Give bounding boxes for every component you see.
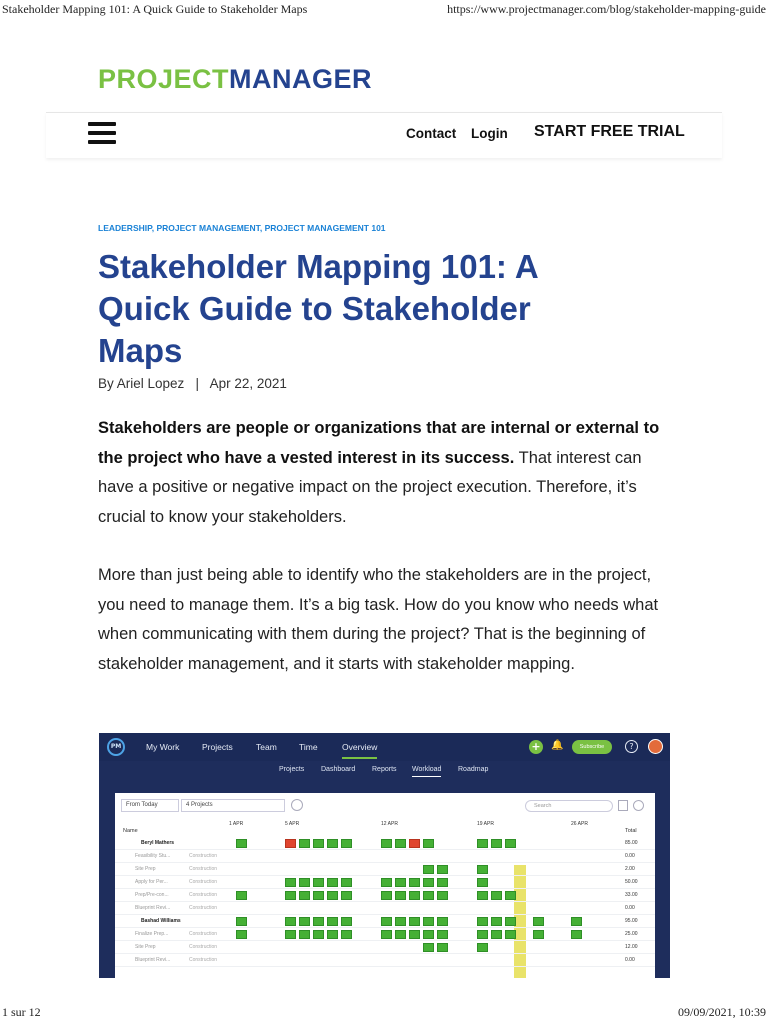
workload-cell <box>505 930 516 939</box>
workload-cell <box>395 930 406 939</box>
row-type: Construction <box>189 866 218 872</box>
workload-cell <box>437 865 448 874</box>
row-type: Construction <box>189 931 218 937</box>
from-today-select: From Today <box>121 799 179 812</box>
row-name: Bashad Williams <box>141 918 181 924</box>
app-search-field: Search <box>525 800 613 812</box>
row-total: 2.00 <box>625 866 635 872</box>
workload-cell <box>437 943 448 952</box>
start-free-trial-button[interactable]: START FREE TRIAL <box>528 119 691 147</box>
workload-cell <box>327 891 338 900</box>
export-icon <box>618 800 628 811</box>
workload-cell <box>423 878 434 887</box>
table-row <box>115 876 655 889</box>
week-label: 1 APR <box>229 821 244 827</box>
table-row <box>115 837 655 850</box>
row-type: Construction <box>189 944 218 950</box>
table-row <box>115 941 655 954</box>
row-type: Construction <box>189 957 218 963</box>
row-name: Apply for Per... <box>135 879 168 885</box>
workload-cell <box>477 839 488 848</box>
category-link-project-management[interactable]: PROJECT MANAGEMENT <box>156 223 260 233</box>
row-name: Blueprint Revi... <box>135 905 171 911</box>
workload-cell <box>423 930 434 939</box>
week-label: 19 APR <box>477 821 494 827</box>
row-total: 33.00 <box>625 892 638 898</box>
login-link[interactable]: Login <box>471 126 508 141</box>
logo-part-project: PROJECT <box>98 64 230 94</box>
app-menu-my-work: My Work <box>146 742 180 752</box>
workload-cell <box>505 891 516 900</box>
row-type: Construction <box>189 879 218 885</box>
workload-cell <box>409 917 420 926</box>
workload-cell <box>571 930 582 939</box>
app-tab-workload: Workload <box>412 766 441 777</box>
workload-cell <box>313 930 324 939</box>
workload-cell <box>236 930 247 939</box>
workload-toolbar <box>115 793 655 819</box>
workload-cell <box>437 878 448 887</box>
app-menu-projects: Projects <box>202 742 233 752</box>
row-name: Beryl Mathers <box>141 840 175 846</box>
workload-cell <box>299 891 310 900</box>
table-row <box>115 889 655 902</box>
workload-cell <box>381 839 392 848</box>
print-footer <box>0 1004 768 1024</box>
row-type: Construction <box>189 905 218 911</box>
category-link-pm-101[interactable]: PROJECT MANAGEMENT 101 <box>264 223 386 233</box>
workload-cell <box>341 930 352 939</box>
workload-cell <box>341 839 352 848</box>
workload-cell <box>571 917 582 926</box>
workload-cell <box>533 930 544 939</box>
workload-cell <box>437 891 448 900</box>
second-paragraph: More than just being able to identify who the stakeholders are in the project, you need to manage them. It’s a big task. How do you know who needs what when communicating with them during the project? That is the beginning of stakeholder management, and it starts with stakeholder mapping. <box>98 566 659 673</box>
workload-cell <box>313 878 324 887</box>
app-sub-nav <box>99 761 670 781</box>
print-datetime: 09/09/2021, 10:39 <box>677 1005 766 1019</box>
workload-cell <box>327 930 338 939</box>
workload-cell <box>285 891 296 900</box>
workload-cell <box>477 891 488 900</box>
workload-cell <box>341 891 352 900</box>
workload-cell <box>236 891 247 900</box>
workload-cell <box>477 865 488 874</box>
app-tab-dashboard: Dashboard <box>321 766 356 773</box>
workload-cell <box>327 917 338 926</box>
row-total: 0.00 <box>625 905 635 911</box>
workload-cell <box>491 917 502 926</box>
app-avatar <box>648 739 663 754</box>
workload-cell <box>313 839 324 848</box>
workload-cell <box>505 917 516 926</box>
category-separator: , <box>259 223 265 233</box>
logo-part-manager: MANAGER <box>229 64 373 94</box>
row-name: Site Prep <box>135 944 156 950</box>
row-name: Finalize Prep... <box>135 931 169 937</box>
workload-panel <box>115 793 655 978</box>
workload-cell <box>285 930 296 939</box>
table-row <box>115 954 655 967</box>
workload-cell <box>409 930 420 939</box>
workload-grid <box>115 819 655 978</box>
article-byline: By Ariel Lopez | Apr 22, 2021 <box>98 376 287 391</box>
workload-cell <box>423 865 434 874</box>
category-separator: , <box>151 223 157 233</box>
workload-cell <box>341 878 352 887</box>
workload-cell <box>313 917 324 926</box>
workload-cell <box>437 917 448 926</box>
table-row <box>115 915 655 928</box>
workload-cell <box>299 917 310 926</box>
category-link-leadership[interactable]: LEADERSHIP <box>98 223 152 233</box>
workload-cell <box>477 943 488 952</box>
workload-cell <box>285 878 296 887</box>
workload-cell <box>505 839 516 848</box>
print-header <box>0 0 768 18</box>
week-label: 12 APR <box>381 821 398 827</box>
row-type: Construction <box>189 853 218 859</box>
workload-cell <box>423 839 434 848</box>
table-row <box>115 902 655 915</box>
workload-cell <box>327 878 338 887</box>
workload-cell <box>423 891 434 900</box>
workload-cell <box>313 891 324 900</box>
workload-cell <box>409 878 420 887</box>
row-total: 12.00 <box>625 944 638 950</box>
print-doc-title: Stakeholder Mapping 101: A Quick Guide to Stakeholder Maps <box>2 2 308 16</box>
workload-cell <box>395 917 406 926</box>
app-tab-reports: Reports <box>372 766 397 773</box>
workload-cell <box>341 917 352 926</box>
app-tab-projects: Projects <box>279 766 305 773</box>
app-help-icon: ? <box>625 740 638 753</box>
user-filter-icon <box>291 799 303 811</box>
intro-paragraph <box>98 414 678 532</box>
workload-cell <box>423 917 434 926</box>
workload-cell <box>236 917 247 926</box>
site-logo[interactable] <box>98 64 372 95</box>
workload-screenshot <box>99 733 670 978</box>
row-name: Blueprint Revi... <box>135 957 171 963</box>
row-name: Prep/Pre-con... <box>135 892 169 898</box>
table-row <box>115 928 655 941</box>
row-name: Site Prep <box>135 866 156 872</box>
workload-cell <box>395 878 406 887</box>
row-total: 85.00 <box>625 840 638 846</box>
row-total: 0.00 <box>625 957 635 963</box>
workload-cell <box>285 839 296 848</box>
table-row <box>115 850 655 863</box>
projects-select: 4 Projects <box>181 799 285 812</box>
workload-cell <box>381 930 392 939</box>
row-total: 25.00 <box>625 931 638 937</box>
workload-cell <box>381 878 392 887</box>
workload-cell <box>299 930 310 939</box>
app-plus-icon: + <box>529 740 543 754</box>
app-menu-overview: Overview <box>342 742 377 759</box>
workload-cell <box>423 943 434 952</box>
print-url: https://www.projectmanager.com/blog/stakeholder-mapping-guide <box>447 2 766 16</box>
row-type: Construction <box>189 892 218 898</box>
week-label: 26 APR <box>571 821 588 827</box>
article-categories <box>98 223 386 233</box>
grid-header <box>115 819 655 837</box>
workload-cell <box>285 917 296 926</box>
app-top-bar <box>99 733 670 761</box>
row-name: Feasibility Stu... <box>135 853 171 859</box>
workload-cell <box>381 891 392 900</box>
app-menu-team: Team <box>256 742 277 752</box>
workload-cell <box>437 930 448 939</box>
workload-cell <box>299 839 310 848</box>
table-row <box>115 863 655 876</box>
workload-cell <box>491 839 502 848</box>
week-label: 5 APR <box>285 821 300 827</box>
col-total-header: Total <box>625 828 637 834</box>
workload-cell <box>381 917 392 926</box>
workload-cell <box>477 917 488 926</box>
gear-icon <box>633 800 644 811</box>
app-menu-time: Time <box>299 742 318 752</box>
workload-cell <box>409 839 420 848</box>
app-logo-icon: PM <box>107 738 125 756</box>
app-bell-icon: 🔔 <box>551 740 564 751</box>
workload-cell <box>299 878 310 887</box>
intro-rest-text: That interest can have a positive or negative impact on the project execution. Therefore, it’s crucial to know your stakeholders. <box>98 448 642 526</box>
row-total: 95.00 <box>625 918 638 924</box>
workload-cell <box>395 839 406 848</box>
workload-cell <box>491 891 502 900</box>
col-name-header: Name <box>123 828 138 834</box>
workload-cell <box>477 930 488 939</box>
workload-cell <box>477 878 488 887</box>
row-total: 50.00 <box>625 879 638 885</box>
intro-bold-text: Stakeholders are people or organizations that are internal or external to the project who have a vested interest in its success. <box>98 419 660 467</box>
article-title: Stakeholder Mapping 101: A Quick Guide to Stakeholder Maps <box>98 248 538 369</box>
workload-cell <box>236 839 247 848</box>
app-subscribe-button: Subscribe <box>572 740 612 754</box>
site-nav <box>46 112 722 158</box>
workload-cell <box>533 917 544 926</box>
app-tab-roadmap: Roadmap <box>458 766 489 773</box>
print-page-number: 1 sur 12 <box>2 1005 41 1019</box>
workload-cell <box>409 891 420 900</box>
workload-cell <box>327 839 338 848</box>
row-total: 0.00 <box>625 853 635 859</box>
workload-cell <box>491 930 502 939</box>
workload-cell <box>395 891 406 900</box>
contact-link[interactable]: Contact <box>406 126 457 141</box>
hamburger-icon[interactable] <box>88 121 116 145</box>
